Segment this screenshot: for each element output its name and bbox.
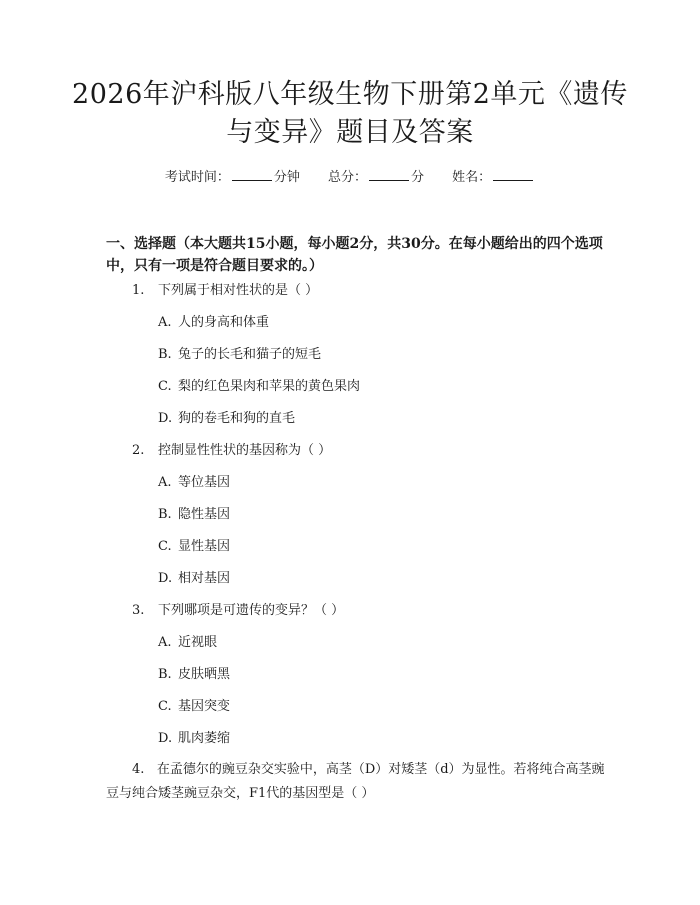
option-text: 人的身高和体重 xyxy=(178,315,270,330)
option-text: 等位基因 xyxy=(178,475,231,490)
option-text: 基因突变 xyxy=(178,699,231,714)
option-letter: B. xyxy=(158,667,172,682)
question-number: 4. xyxy=(132,762,145,777)
question-number: 1. xyxy=(132,283,145,298)
option-text: 兔子的长毛和猫子的短毛 xyxy=(178,347,322,362)
exam-time-label: 考试时间： xyxy=(164,170,230,185)
exam-time-field xyxy=(165,168,300,188)
student-name-blank xyxy=(493,168,533,181)
student-name-label: 姓名： xyxy=(452,170,492,185)
question-3-option-b xyxy=(158,665,230,685)
question-text: 在孟德尔的豌豆杂交实验中，高茎（D）对矮茎（d）为显性。若将纯合高茎豌豆与纯合矮茎豌豆杂交，F1代的基因型是（ ） xyxy=(106,762,605,801)
question-2-option-c xyxy=(158,537,230,557)
total-score-unit: 分 xyxy=(411,170,425,185)
question-number: 2. xyxy=(132,443,145,458)
option-text: 隐性基因 xyxy=(178,507,231,522)
option-text: 相对基因 xyxy=(178,571,231,586)
total-score-blank xyxy=(369,168,409,181)
document-title: 2026年沪科版八年级生物下册第2单元《遗传与变异》题目及答案 xyxy=(72,79,628,148)
option-letter: B. xyxy=(158,507,172,522)
total-score-label: 总分： xyxy=(327,170,367,185)
question-3-option-c xyxy=(158,697,230,717)
option-letter: C. xyxy=(158,539,172,554)
question-1-option-a xyxy=(158,313,269,333)
question-number: 3. xyxy=(132,603,145,618)
exam-info-line xyxy=(0,168,700,188)
question-2 xyxy=(132,441,331,461)
question-3-option-a xyxy=(158,633,217,653)
question-1-option-b xyxy=(158,345,321,365)
option-text: 梨的红色果肉和苹果的黄色果肉 xyxy=(178,379,361,394)
question-1 xyxy=(132,281,318,301)
exam-time-blank xyxy=(232,168,272,181)
total-score-field xyxy=(328,168,424,188)
question-text: 下列哪项是可遗传的变异？（ ） xyxy=(158,603,345,618)
exam-time-unit: 分钟 xyxy=(273,170,300,185)
option-text: 近视眼 xyxy=(178,635,218,650)
option-text: 皮肤晒黑 xyxy=(178,667,231,682)
option-letter: A. xyxy=(158,475,172,490)
question-2-option-a xyxy=(158,473,230,493)
question-text: 控制显性性状的基因称为（ ） xyxy=(158,443,332,458)
option-letter: C. xyxy=(158,379,172,394)
question-3 xyxy=(132,601,344,621)
option-letter: C. xyxy=(158,699,172,714)
option-text: 显性基因 xyxy=(178,539,231,554)
section-header: 一、选择题（本大题共15小题，每小题2分，共30分。在每小题给出的四个选项中，只有一项是符合题目要求的。） xyxy=(106,236,603,274)
question-4 xyxy=(106,758,606,806)
option-letter: D. xyxy=(158,571,173,586)
option-letter: A. xyxy=(158,635,172,650)
question-text: 下列属于相对性状的是（ ） xyxy=(158,283,319,298)
student-name-field xyxy=(452,168,535,188)
option-letter: A. xyxy=(158,315,172,330)
question-3-option-d xyxy=(158,729,230,749)
option-text: 肌肉萎缩 xyxy=(178,731,231,746)
option-text: 狗的卷毛和狗的直毛 xyxy=(178,411,296,426)
question-2-option-d xyxy=(158,569,230,589)
question-1-option-d xyxy=(158,409,295,429)
option-letter: D. xyxy=(158,411,173,426)
option-letter: D. xyxy=(158,731,173,746)
option-letter: B. xyxy=(158,347,172,362)
question-2-option-b xyxy=(158,505,230,525)
question-1-option-c xyxy=(158,377,360,397)
